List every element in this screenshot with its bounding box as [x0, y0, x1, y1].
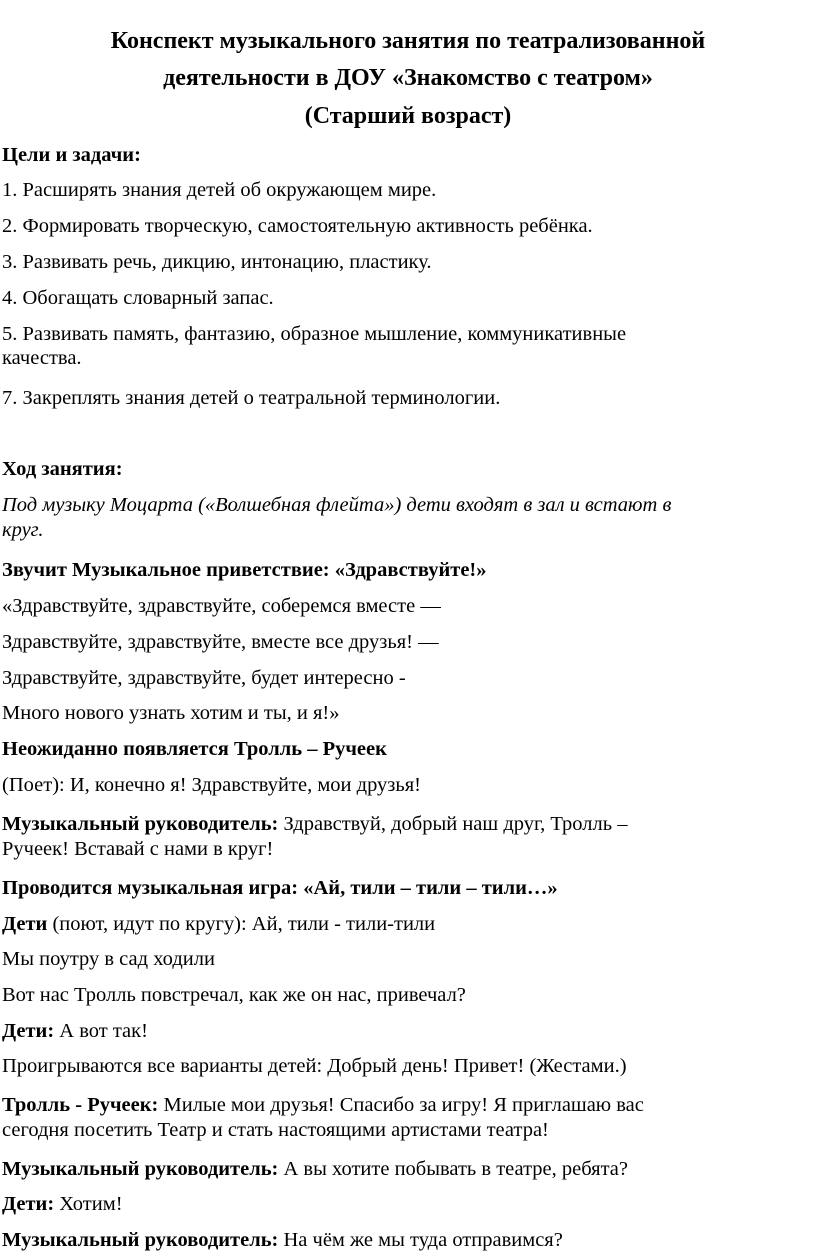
- speech-text: Милые мои друзья! Спасибо за игру! Я приглашаю вас: [158, 1094, 644, 1116]
- song-line-1: «Здравствуйте, здравствуйте, соберемся вместе —: [2, 595, 441, 617]
- director-reply-1: [2, 812, 627, 836]
- game-heading: Проводится музыкальная игра: «Ай, тили – тили – тили…»: [2, 877, 558, 899]
- speech-text: А вот так!: [54, 1020, 148, 1042]
- verse-line-3: Вот нас Тролль повстречал, как же он нас, привечал?: [2, 984, 466, 1006]
- troll-sings: (Поет): И, конечно я! Здравствуйте, мои друзья!: [2, 774, 421, 796]
- director-reply-1-line-2: Ручеек! Вставай с нами в круг!: [2, 838, 274, 860]
- speaker-label: Музыкальный руководитель:: [2, 813, 279, 835]
- speaker-label: Музыкальный руководитель:: [2, 1229, 279, 1251]
- goal-item-5-line-1: 5. Развивать память, фантазию, образное мышление, коммуникативные: [2, 323, 627, 345]
- song-line-3: Здравствуйте, здравствуйте, будет интересно -: [2, 667, 406, 689]
- goal-item-3: 3. Развивать речь, дикцию, интонацию, пластику.: [2, 251, 432, 273]
- troll-reply: [2, 1093, 644, 1117]
- troll-appears: Неожиданно появляется Тролль – Ручеек: [2, 738, 387, 760]
- troll-reply-line-2: сегодня посетить Театр и стать настоящими артистами театра!: [2, 1119, 549, 1141]
- goal-item-7: 7. Закреплять знания детей о театральной терминологии.: [2, 387, 501, 409]
- goals-heading: Цели и задачи:: [2, 144, 141, 166]
- verse-line-2: Мы поутру в сад ходили: [2, 948, 215, 970]
- speaker-label: Дети: [2, 913, 48, 935]
- speaker-label: Дети:: [2, 1193, 55, 1215]
- children-song: [2, 912, 435, 936]
- intro-line-2: круг.: [2, 519, 44, 541]
- title-line-1: Конспект музыкального занятия по театрализованной: [110, 28, 706, 54]
- song-line-2: Здравствуйте, здравствуйте, вместе все друзья! —: [2, 631, 439, 653]
- greeting-heading: Звучит Музыкальное приветствие: «Здравствуйте!»: [2, 559, 487, 581]
- title-line-2: деятельности в ДОУ «Знакомство с театром»: [163, 65, 653, 91]
- intro-line-1: Под музыку Моцарта («Волшебная флейта») дети входят в зал и встают в: [2, 494, 672, 516]
- goal-item-2: 2. Формировать творческую, самостоятельную активность ребёнка.: [2, 215, 593, 237]
- speech-text: (поют, идут по кругу): Ай, тили - тили-тили: [47, 913, 436, 935]
- speaker-label: Музыкальный руководитель:: [2, 1158, 279, 1180]
- goal-item-4: 4. Обогащать словарный запас.: [2, 287, 274, 309]
- children-reply-2: [2, 1192, 123, 1216]
- director-reply-2: [2, 1157, 628, 1181]
- title-line-3: (Старший возраст): [304, 103, 512, 129]
- goal-item-5-line-2: качества.: [2, 347, 82, 369]
- lesson-heading: Ход занятия:: [2, 458, 123, 480]
- speech-text: А вы хотите побывать в театре, ребята?: [278, 1158, 628, 1180]
- director-reply-3: [2, 1228, 563, 1252]
- speech-text: Здравствуй, добрый наш друг, Тролль –: [278, 813, 628, 835]
- children-reply-1: [2, 1019, 148, 1043]
- variants-line: Проигрываются все варианты детей: Добрый день! Привет! (Жестами.): [2, 1055, 627, 1077]
- speaker-label: Тролль - Ручеек:: [2, 1094, 159, 1116]
- speaker-label: Дети:: [2, 1020, 55, 1042]
- goal-item-1: 1. Расширять знания детей об окружающем мире.: [2, 179, 437, 201]
- speech-text: На чём же мы туда отправимся?: [278, 1229, 563, 1251]
- speech-text: Хотим!: [54, 1193, 123, 1215]
- song-line-4: Много нового узнать хотим и ты, и я!»: [2, 702, 340, 724]
